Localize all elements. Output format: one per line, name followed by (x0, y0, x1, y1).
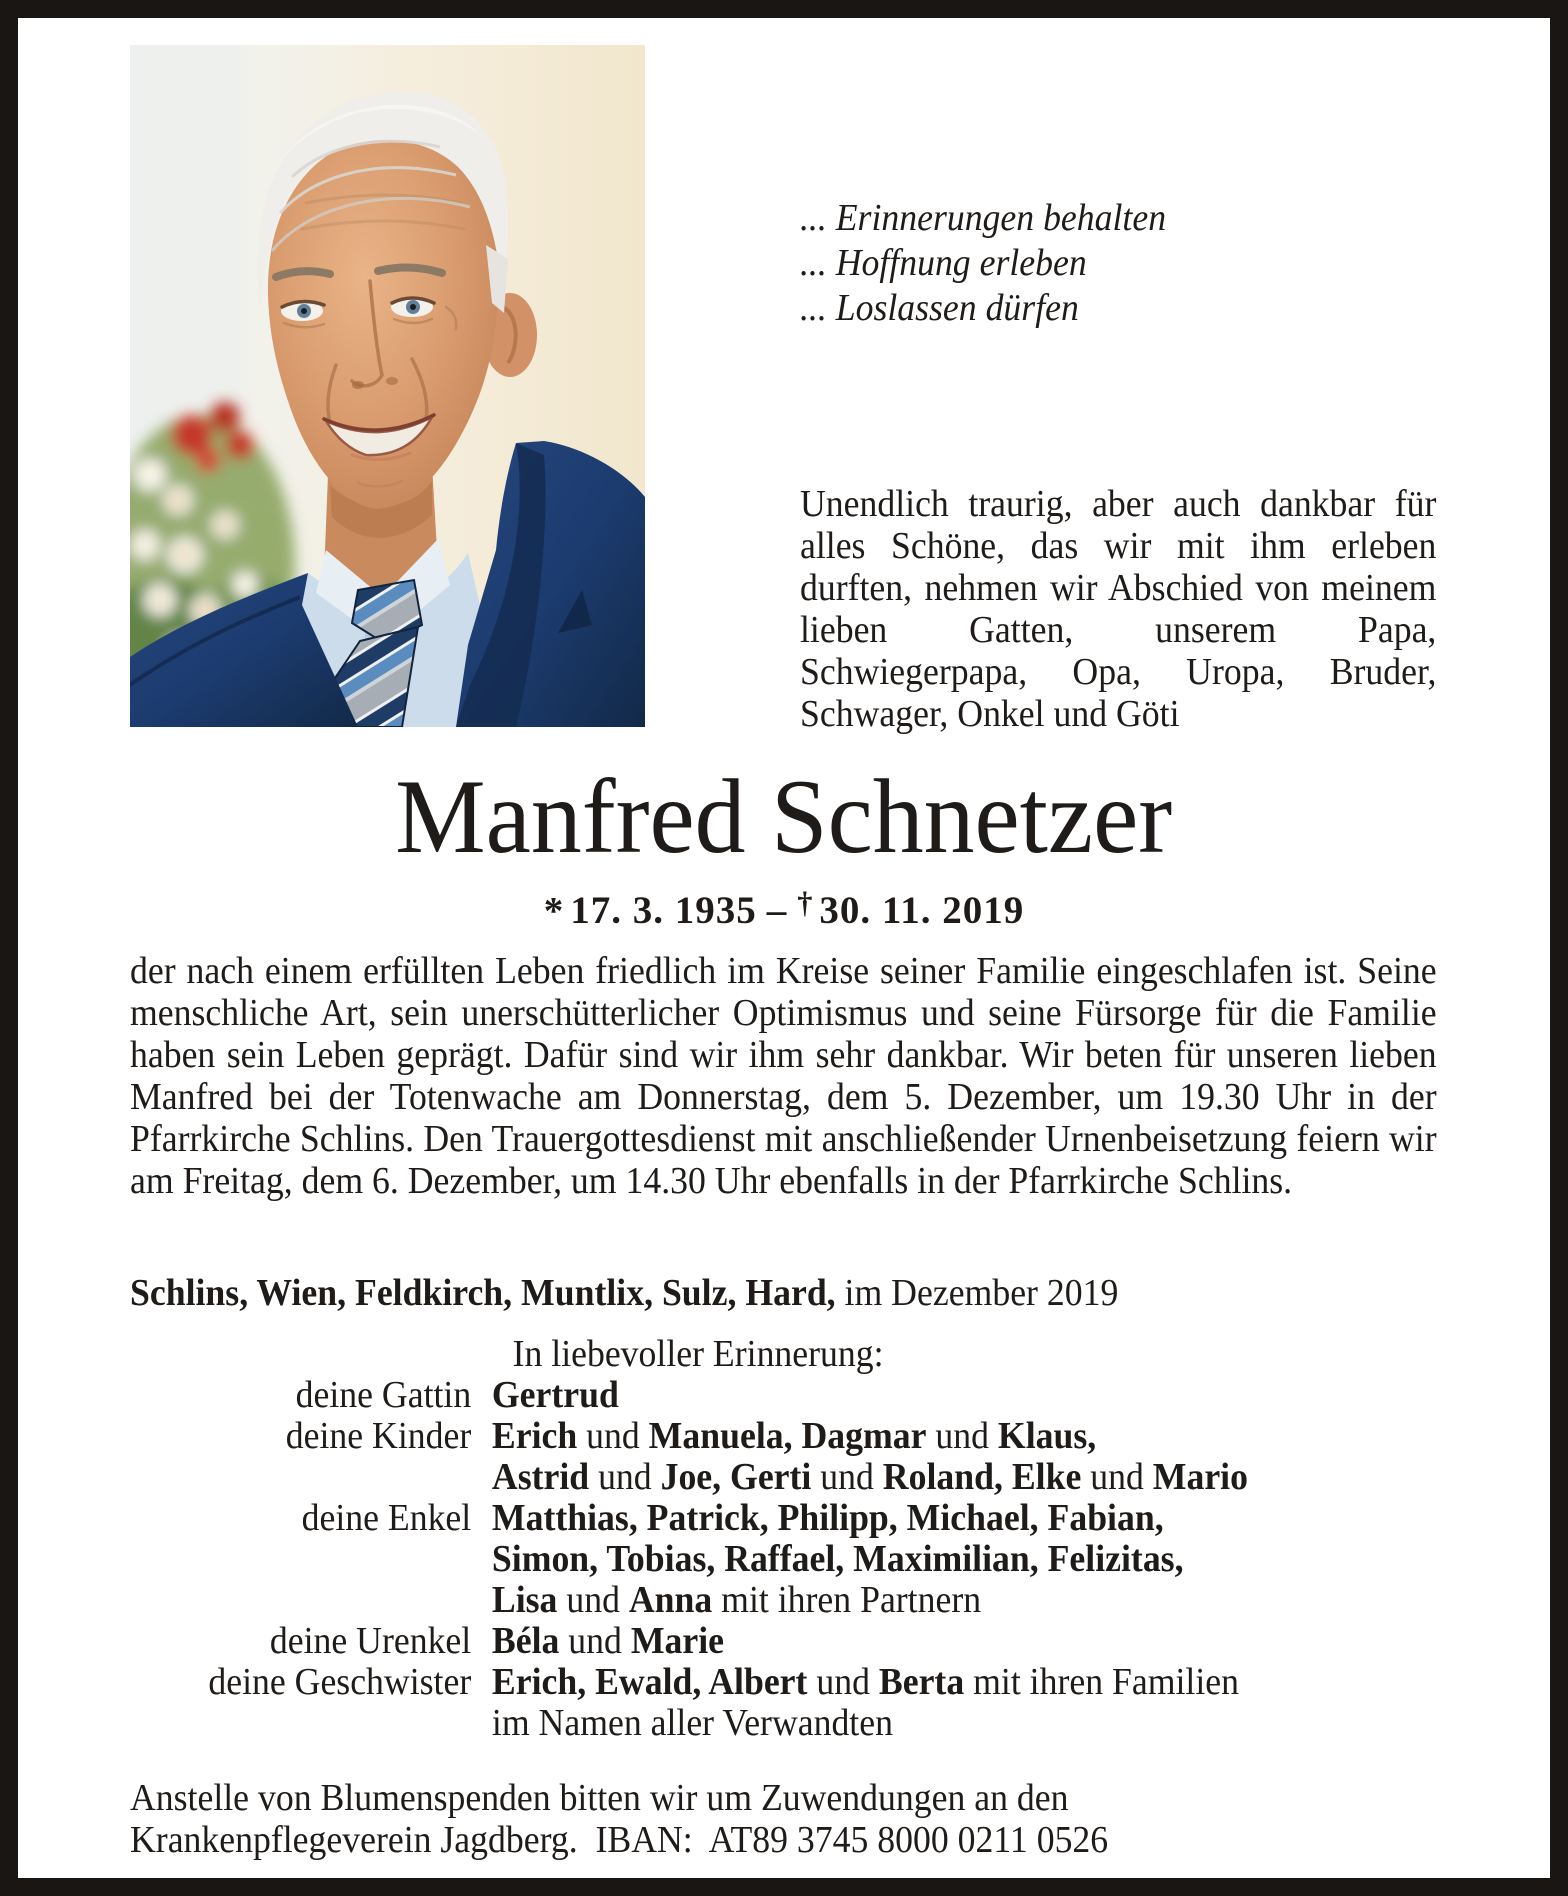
family-name: Manuela, (648, 1415, 793, 1457)
memoriam-rows (130, 1375, 1518, 1744)
donation-note (130, 1777, 1437, 1861)
portrait-illustration (130, 45, 645, 727)
memoriam-names (492, 1539, 1518, 1580)
donation-note-line: Krankenpflegeverein Jagdberg. IBAN: AT89 3745 8000 0211 0526 (130, 1819, 1109, 1861)
memoriam-line (130, 1621, 1518, 1662)
memoriam-relation-label (130, 1703, 492, 1744)
connector-text: und (577, 1415, 649, 1457)
connector-text: und (559, 1620, 631, 1662)
memoriam-relation-label (130, 1539, 492, 1580)
memoriam-section (130, 1334, 1518, 1744)
memoriam-line (130, 1539, 1518, 1580)
connector-text: und (807, 1661, 879, 1703)
death-date: 30. 11. 2019 (819, 889, 1025, 933)
birth-star-symbol: * (543, 889, 565, 933)
places-list: Schlins, Wien, Feldkirch, Muntlix, Sulz, Hard, (130, 1272, 836, 1314)
memoriam-line (130, 1375, 1518, 1416)
connector-text: und (926, 1415, 998, 1457)
memoriam-names (492, 1662, 1518, 1703)
family-name: Matthias, Patrick, Philipp, Michael, Fabian, (491, 1497, 1164, 1539)
memoriam-names (492, 1498, 1518, 1539)
memoriam-relation-label (130, 1580, 492, 1621)
donation-note-line: Anstelle von Blumenspenden bitten wir um Zuwendungen an den (130, 1777, 1069, 1819)
memoriam-names (492, 1621, 1518, 1662)
connector-text: im Namen aller Verwandten (491, 1702, 893, 1744)
connector-text: und (811, 1456, 883, 1498)
portrait-photo (130, 45, 645, 727)
memoriam-relation-label: deine Kinder (285, 1415, 472, 1457)
memoriam-line (130, 1662, 1518, 1703)
dates-separator: – (766, 889, 788, 933)
memoriam-line (130, 1580, 1518, 1621)
family-name: Gertrud (491, 1374, 619, 1416)
memoriam-line (130, 1703, 1518, 1744)
memoriam-names (492, 1416, 1518, 1457)
family-name: Erich (491, 1415, 578, 1457)
memoriam-names (492, 1457, 1518, 1498)
family-name: Erich, Ewald, Albert (491, 1661, 808, 1703)
family-name: Gerti (730, 1456, 812, 1498)
memoriam-header: In liebevoller Erinnerung: (512, 1333, 884, 1375)
family-name: Dagmar (801, 1415, 927, 1457)
connector-text: und (1081, 1456, 1153, 1498)
memoriam-line (130, 1457, 1518, 1498)
quote-block (800, 196, 1458, 331)
memoriam-relation-label (130, 1457, 492, 1498)
family-name: Marie (630, 1620, 725, 1662)
memoriam-names (492, 1703, 1518, 1744)
life-dates (0, 886, 1568, 933)
connector-text: und (589, 1456, 661, 1498)
connector-text: mit ihren Partnern (712, 1579, 982, 1621)
connector-text (721, 1456, 730, 1498)
connector-text: und (557, 1579, 629, 1621)
quote-line: ... Loslassen dürfen (800, 287, 1079, 329)
family-name: Berta (878, 1661, 965, 1703)
deceased-name: Manfred Schnetzer (395, 758, 1173, 875)
memoriam-relation-label: deine Enkel (301, 1497, 472, 1539)
family-name: Simon, Tobias, Raffael, Maximilian, Felizitas, (491, 1538, 1184, 1580)
birth-date: 17. 3. 1935 (570, 889, 757, 933)
family-name: Roland, (882, 1456, 1003, 1498)
family-name: Anna (628, 1579, 713, 1621)
places-line (130, 1272, 1437, 1314)
family-name: Joe, (660, 1456, 722, 1498)
announcement-paragraph: der nach einem erfüllten Leben friedlich im Kreise seiner Familie eingeschlafen ist. Seine menschliche Art, sein unerschütterlicher Optimismus und seine Fürsorge für die Familie haben sein Leben geprägt. Dafür sind wir ihm sehr dankbar. Wir beten für unseren lieben Manfred bei der Totenwache am Donnerstag, dem 5. Dezember, um 19.30 Uhr in der Pfarrkirche Schlins. Den Trauergottesdienst mit anschließender Urnenbeisetzung feiern wir am Freitag, dem 6. Dezember, um 14.30 Uhr ebenfalls in der Pfarrkirche Schlins. (130, 950, 1437, 1202)
intro-paragraph: Unendlich traurig, aber auch dankbar für alles Schöne, das wir mit ihm erleben durften, nehmen wir Abschied von meinem lieben Gatten, unserem Papa, Schwiegerpapa, Opa, Uropa, Bruder, Schwager, Onkel und Göti (800, 483, 1437, 735)
family-name: Klaus, (997, 1415, 1097, 1457)
memoriam-line (130, 1498, 1518, 1539)
memoriam-relation-label: deine Geschwister (208, 1661, 472, 1703)
memoriam-names (492, 1375, 1518, 1416)
memoriam-line (130, 1416, 1518, 1457)
quote-line: ... Erinnerungen behalten (800, 197, 1167, 239)
memoriam-names (492, 1580, 1518, 1621)
family-name: Lisa (491, 1579, 558, 1621)
family-name: Astrid (491, 1456, 590, 1498)
family-name: Béla (491, 1620, 560, 1662)
quote-line: ... Hoffnung erleben (800, 242, 1087, 284)
connector-text: mit ihren Familien (964, 1661, 1239, 1703)
connector-text (793, 1415, 802, 1457)
memoriam-relation-label: deine Urenkel (269, 1620, 472, 1662)
memoriam-relation-label: deine Gattin (295, 1374, 472, 1416)
places-date: im Dezember 2019 (835, 1272, 1119, 1314)
death-cross-symbol: † (797, 886, 814, 920)
connector-text (1003, 1456, 1012, 1498)
family-name: Mario (1152, 1456, 1248, 1498)
family-name: Elke (1011, 1456, 1082, 1498)
